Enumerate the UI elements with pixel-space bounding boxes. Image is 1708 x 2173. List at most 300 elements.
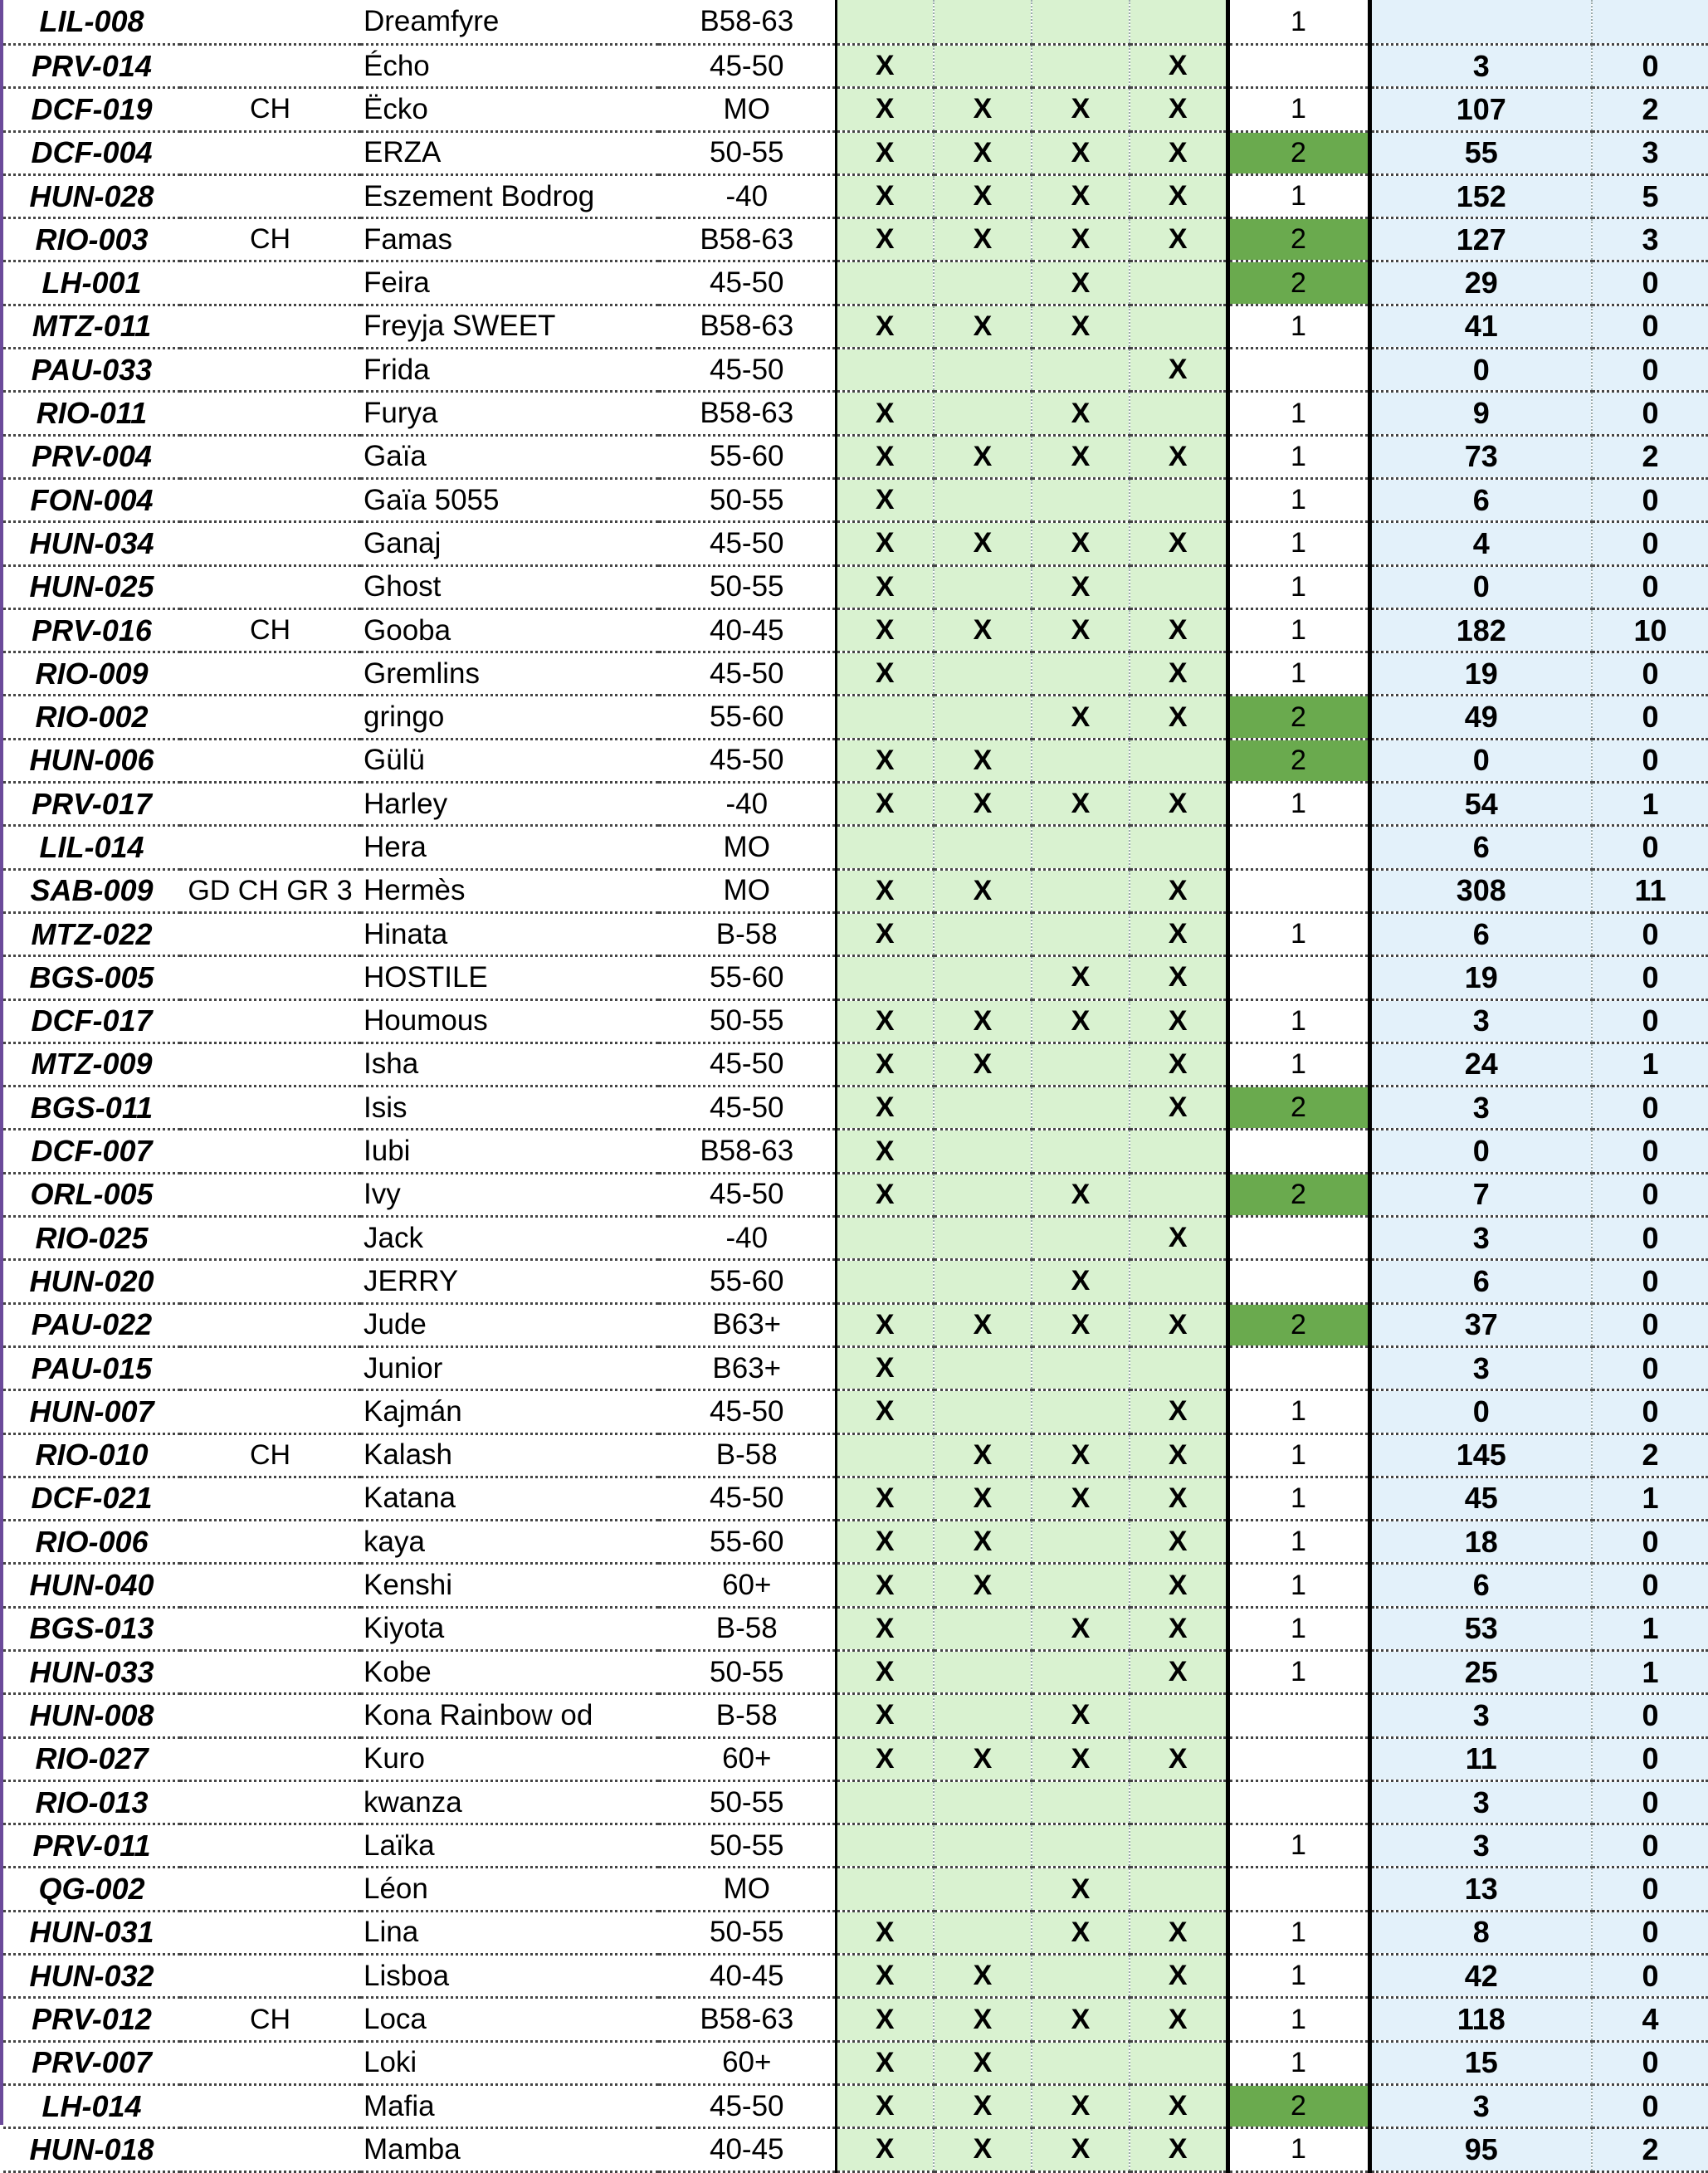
- wins-cell[interactable]: 1: [1592, 1477, 1708, 1520]
- category-cell[interactable]: 40-45: [659, 2128, 836, 2171]
- selection-cell[interactable]: 1: [1227, 565, 1369, 608]
- category-cell[interactable]: -40: [659, 783, 836, 826]
- result-cell-4[interactable]: X: [1130, 912, 1227, 955]
- result-cell-1[interactable]: X: [836, 131, 934, 174]
- result-cell-4[interactable]: [1130, 565, 1227, 608]
- wins-cell[interactable]: 0: [1592, 349, 1708, 392]
- result-cell-2[interactable]: X: [934, 608, 1032, 652]
- result-cell-1[interactable]: X: [836, 1086, 934, 1130]
- result-cell-3[interactable]: [1032, 0, 1130, 45]
- dog-name-cell[interactable]: Gülü: [360, 739, 659, 782]
- title-cell[interactable]: [180, 1564, 360, 1607]
- title-cell[interactable]: [180, 1130, 360, 1173]
- result-cell-3[interactable]: X: [1032, 522, 1130, 565]
- result-cell-2[interactable]: [934, 1346, 1032, 1389]
- dog-id-cell[interactable]: LIL-014: [3, 826, 180, 869]
- title-cell[interactable]: [180, 1521, 360, 1564]
- result-cell-3[interactable]: [1032, 1086, 1130, 1130]
- result-cell-1[interactable]: X: [836, 218, 934, 261]
- result-cell-3[interactable]: X: [1032, 2128, 1130, 2171]
- title-cell[interactable]: GD CH GR 3: [180, 869, 360, 912]
- category-cell[interactable]: 60+: [659, 2041, 836, 2084]
- dog-id-cell[interactable]: DCF-007: [3, 1130, 180, 1173]
- dog-id-cell[interactable]: HUN-025: [3, 565, 180, 608]
- title-cell[interactable]: [180, 45, 360, 88]
- result-cell-3[interactable]: [1032, 1390, 1130, 1433]
- wins-cell[interactable]: 0: [1592, 1824, 1708, 1868]
- category-cell[interactable]: 45-50: [659, 2084, 836, 2127]
- result-cell-1[interactable]: X: [836, 1521, 934, 1564]
- result-cell-2[interactable]: [934, 478, 1032, 521]
- points-cell[interactable]: 11: [1369, 1737, 1592, 1780]
- title-cell[interactable]: [180, 565, 360, 608]
- selection-cell[interactable]: 1: [1227, 478, 1369, 521]
- result-cell-4[interactable]: [1130, 0, 1227, 45]
- dog-id-cell[interactable]: DCF-021: [3, 1477, 180, 1520]
- result-cell-1[interactable]: X: [836, 1130, 934, 1173]
- selection-cell[interactable]: 1: [1227, 1043, 1369, 1086]
- dog-name-cell[interactable]: Ghost: [360, 565, 659, 608]
- category-cell[interactable]: 45-50: [659, 349, 836, 392]
- title-cell[interactable]: [180, 739, 360, 782]
- dog-name-cell[interactable]: Gremlins: [360, 652, 659, 696]
- selection-cell[interactable]: 2: [1227, 2084, 1369, 2127]
- selection-cell[interactable]: 1: [1227, 1477, 1369, 1520]
- wins-cell[interactable]: 0: [1592, 1346, 1708, 1389]
- dog-id-cell[interactable]: PRV-007: [3, 2041, 180, 2084]
- points-cell[interactable]: [1369, 0, 1592, 45]
- result-cell-4[interactable]: X: [1130, 1607, 1227, 1650]
- dog-id-cell[interactable]: RIO-010: [3, 1433, 180, 1477]
- category-cell[interactable]: 45-50: [659, 261, 836, 305]
- result-cell-3[interactable]: X: [1032, 1477, 1130, 1520]
- result-cell-3[interactable]: [1032, 45, 1130, 88]
- category-cell[interactable]: 45-50: [659, 1390, 836, 1433]
- wins-cell[interactable]: 0: [1592, 696, 1708, 739]
- result-cell-3[interactable]: X: [1032, 2084, 1130, 2127]
- result-cell-1[interactable]: [836, 1260, 934, 1303]
- dog-name-cell[interactable]: Houmous: [360, 999, 659, 1043]
- result-cell-2[interactable]: [934, 1390, 1032, 1433]
- title-cell[interactable]: [180, 261, 360, 305]
- result-cell-4[interactable]: X: [1130, 2084, 1227, 2127]
- result-cell-4[interactable]: X: [1130, 131, 1227, 174]
- title-cell[interactable]: [180, 1477, 360, 1520]
- wins-cell[interactable]: 0: [1592, 1086, 1708, 1130]
- result-cell-2[interactable]: [934, 1130, 1032, 1173]
- category-cell[interactable]: MO: [659, 826, 836, 869]
- result-cell-2[interactable]: [934, 1911, 1032, 1954]
- selection-cell[interactable]: [1227, 1217, 1369, 1260]
- dog-name-cell[interactable]: Isha: [360, 1043, 659, 1086]
- result-cell-1[interactable]: X: [836, 1477, 934, 1520]
- category-cell[interactable]: B58-63: [659, 305, 836, 348]
- result-cell-2[interactable]: X: [934, 1043, 1032, 1086]
- dog-id-cell[interactable]: SAB-009: [3, 869, 180, 912]
- selection-cell[interactable]: 1: [1227, 88, 1369, 131]
- result-cell-2[interactable]: [934, 1824, 1032, 1868]
- result-cell-1[interactable]: X: [836, 652, 934, 696]
- dog-id-cell[interactable]: MTZ-022: [3, 912, 180, 955]
- points-cell[interactable]: 7: [1369, 1173, 1592, 1216]
- result-cell-4[interactable]: [1130, 392, 1227, 435]
- dog-id-cell[interactable]: RIO-025: [3, 1217, 180, 1260]
- title-cell[interactable]: [180, 826, 360, 869]
- result-cell-1[interactable]: X: [836, 1694, 934, 1737]
- points-cell[interactable]: 55: [1369, 131, 1592, 174]
- title-cell[interactable]: [180, 1086, 360, 1130]
- result-cell-1[interactable]: X: [836, 2128, 934, 2171]
- result-cell-3[interactable]: X: [1032, 1911, 1130, 1954]
- dog-name-cell[interactable]: Ganaj: [360, 522, 659, 565]
- result-cell-3[interactable]: [1032, 869, 1130, 912]
- category-cell[interactable]: B63+: [659, 1346, 836, 1389]
- result-cell-4[interactable]: [1130, 478, 1227, 521]
- category-cell[interactable]: B58-63: [659, 1998, 836, 2041]
- result-cell-2[interactable]: [934, 696, 1032, 739]
- dog-name-cell[interactable]: Iubi: [360, 1130, 659, 1173]
- result-cell-1[interactable]: X: [836, 1955, 934, 1998]
- result-cell-1[interactable]: [836, 349, 934, 392]
- title-cell[interactable]: [180, 2128, 360, 2171]
- selection-cell[interactable]: [1227, 1130, 1369, 1173]
- dog-name-cell[interactable]: Furya: [360, 392, 659, 435]
- dog-id-cell[interactable]: RIO-027: [3, 1737, 180, 1780]
- result-cell-1[interactable]: X: [836, 783, 934, 826]
- selection-cell[interactable]: 1: [1227, 1564, 1369, 1607]
- result-cell-3[interactable]: X: [1032, 218, 1130, 261]
- points-cell[interactable]: 152: [1369, 174, 1592, 217]
- result-cell-4[interactable]: [1130, 739, 1227, 782]
- result-cell-1[interactable]: X: [836, 999, 934, 1043]
- wins-cell[interactable]: 4: [1592, 1998, 1708, 2041]
- dog-id-cell[interactable]: HUN-008: [3, 1694, 180, 1737]
- points-cell[interactable]: 6: [1369, 478, 1592, 521]
- result-cell-3[interactable]: X: [1032, 999, 1130, 1043]
- result-cell-4[interactable]: X: [1130, 1217, 1227, 1260]
- points-cell[interactable]: 4: [1369, 522, 1592, 565]
- dog-id-cell[interactable]: PRV-012: [3, 1998, 180, 2041]
- title-cell[interactable]: [180, 1607, 360, 1650]
- selection-cell[interactable]: [1227, 1694, 1369, 1737]
- wins-cell[interactable]: 0: [1592, 999, 1708, 1043]
- result-cell-3[interactable]: X: [1032, 608, 1130, 652]
- result-cell-3[interactable]: X: [1032, 1737, 1130, 1780]
- points-cell[interactable]: 3: [1369, 1694, 1592, 1737]
- dog-name-cell[interactable]: Gaïa: [360, 435, 659, 478]
- dog-id-cell[interactable]: BGS-005: [3, 956, 180, 999]
- result-cell-2[interactable]: X: [934, 2041, 1032, 2084]
- wins-cell[interactable]: 0: [1592, 261, 1708, 305]
- result-cell-4[interactable]: X: [1130, 1650, 1227, 1693]
- wins-cell[interactable]: 2: [1592, 2128, 1708, 2171]
- selection-cell[interactable]: 1: [1227, 435, 1369, 478]
- selection-cell[interactable]: 1: [1227, 1911, 1369, 1954]
- result-cell-2[interactable]: [934, 1868, 1032, 1911]
- wins-cell[interactable]: 0: [1592, 565, 1708, 608]
- dog-id-cell[interactable]: LH-001: [3, 261, 180, 305]
- dog-id-cell[interactable]: BGS-011: [3, 1086, 180, 1130]
- title-cell[interactable]: [180, 392, 360, 435]
- result-cell-3[interactable]: X: [1032, 88, 1130, 131]
- selection-cell[interactable]: 1: [1227, 1607, 1369, 1650]
- result-cell-2[interactable]: [934, 652, 1032, 696]
- points-cell[interactable]: 0: [1369, 739, 1592, 782]
- title-cell[interactable]: [180, 2084, 360, 2127]
- selection-cell[interactable]: 1: [1227, 2128, 1369, 2171]
- selection-cell[interactable]: [1227, 1346, 1369, 1389]
- points-cell[interactable]: 3: [1369, 1217, 1592, 1260]
- points-cell[interactable]: 42: [1369, 1955, 1592, 1998]
- dog-id-cell[interactable]: PAU-033: [3, 349, 180, 392]
- result-cell-2[interactable]: [934, 1217, 1032, 1260]
- dog-name-cell[interactable]: Loki: [360, 2041, 659, 2084]
- wins-cell[interactable]: 0: [1592, 1694, 1708, 1737]
- category-cell[interactable]: 50-55: [659, 131, 836, 174]
- selection-cell[interactable]: 2: [1227, 261, 1369, 305]
- category-cell[interactable]: 55-60: [659, 956, 836, 999]
- result-cell-4[interactable]: X: [1130, 608, 1227, 652]
- selection-cell[interactable]: 1: [1227, 0, 1369, 45]
- points-cell[interactable]: 3: [1369, 1824, 1592, 1868]
- wins-cell[interactable]: 0: [1592, 1303, 1708, 1346]
- result-cell-2[interactable]: X: [934, 435, 1032, 478]
- wins-cell[interactable]: 0: [1592, 1868, 1708, 1911]
- result-cell-1[interactable]: X: [836, 522, 934, 565]
- category-cell[interactable]: 55-60: [659, 435, 836, 478]
- result-cell-3[interactable]: X: [1032, 956, 1130, 999]
- wins-cell[interactable]: [1592, 0, 1708, 45]
- result-cell-4[interactable]: X: [1130, 435, 1227, 478]
- points-cell[interactable]: 15: [1369, 2041, 1592, 2084]
- result-cell-2[interactable]: X: [934, 1433, 1032, 1477]
- dog-name-cell[interactable]: HOSTILE: [360, 956, 659, 999]
- selection-cell[interactable]: [1227, 349, 1369, 392]
- category-cell[interactable]: 50-55: [659, 478, 836, 521]
- dog-id-cell[interactable]: RIO-002: [3, 696, 180, 739]
- title-cell[interactable]: [180, 696, 360, 739]
- dog-name-cell[interactable]: Feira: [360, 261, 659, 305]
- result-cell-1[interactable]: X: [836, 1303, 934, 1346]
- title-cell[interactable]: [180, 1911, 360, 1954]
- title-cell[interactable]: [180, 1955, 360, 1998]
- selection-cell[interactable]: [1227, 869, 1369, 912]
- result-cell-3[interactable]: X: [1032, 1694, 1130, 1737]
- selection-cell[interactable]: 2: [1227, 1303, 1369, 1346]
- result-cell-1[interactable]: X: [836, 2084, 934, 2127]
- category-cell[interactable]: B-58: [659, 1433, 836, 1477]
- points-cell[interactable]: 9: [1369, 392, 1592, 435]
- result-cell-2[interactable]: [934, 565, 1032, 608]
- title-cell[interactable]: CH: [180, 1998, 360, 2041]
- dog-id-cell[interactable]: PAU-022: [3, 1303, 180, 1346]
- category-cell[interactable]: 50-55: [659, 1650, 836, 1693]
- result-cell-1[interactable]: X: [836, 2041, 934, 2084]
- points-cell[interactable]: 53: [1369, 1607, 1592, 1650]
- title-cell[interactable]: [180, 1650, 360, 1693]
- result-cell-3[interactable]: [1032, 739, 1130, 782]
- result-cell-2[interactable]: [934, 1650, 1032, 1693]
- category-cell[interactable]: 60+: [659, 1737, 836, 1780]
- result-cell-4[interactable]: X: [1130, 522, 1227, 565]
- selection-cell[interactable]: 2: [1227, 131, 1369, 174]
- points-cell[interactable]: 107: [1369, 88, 1592, 131]
- dog-name-cell[interactable]: Eszement Bodrog: [360, 174, 659, 217]
- dog-id-cell[interactable]: HUN-028: [3, 174, 180, 217]
- result-cell-1[interactable]: X: [836, 1607, 934, 1650]
- title-cell[interactable]: [180, 0, 360, 45]
- dog-name-cell[interactable]: Junior: [360, 1346, 659, 1389]
- wins-cell[interactable]: 2: [1592, 88, 1708, 131]
- title-cell[interactable]: [180, 305, 360, 348]
- result-cell-1[interactable]: X: [836, 565, 934, 608]
- selection-cell[interactable]: 1: [1227, 1998, 1369, 2041]
- result-cell-1[interactable]: [836, 0, 934, 45]
- result-cell-1[interactable]: [836, 1824, 934, 1868]
- dog-id-cell[interactable]: HUN-031: [3, 1911, 180, 1954]
- wins-cell[interactable]: 0: [1592, 826, 1708, 869]
- dog-name-cell[interactable]: Ëcko: [360, 88, 659, 131]
- selection-cell[interactable]: 1: [1227, 608, 1369, 652]
- category-cell[interactable]: 45-50: [659, 1173, 836, 1216]
- dog-id-cell[interactable]: FON-004: [3, 478, 180, 521]
- dog-id-cell[interactable]: RIO-009: [3, 652, 180, 696]
- wins-cell[interactable]: 0: [1592, 1173, 1708, 1216]
- title-cell[interactable]: [180, 956, 360, 999]
- dog-id-cell[interactable]: RIO-006: [3, 1521, 180, 1564]
- result-cell-2[interactable]: [934, 349, 1032, 392]
- result-cell-4[interactable]: [1130, 1346, 1227, 1389]
- selection-cell[interactable]: 1: [1227, 1955, 1369, 1998]
- title-cell[interactable]: CH: [180, 1433, 360, 1477]
- points-cell[interactable]: 6: [1369, 826, 1592, 869]
- dog-name-cell[interactable]: Kuro: [360, 1737, 659, 1780]
- category-cell[interactable]: B63+: [659, 1303, 836, 1346]
- result-cell-3[interactable]: X: [1032, 1607, 1130, 1650]
- wins-cell[interactable]: 0: [1592, 1521, 1708, 1564]
- wins-cell[interactable]: 0: [1592, 392, 1708, 435]
- dog-id-cell[interactable]: DCF-004: [3, 131, 180, 174]
- dog-name-cell[interactable]: ERZA: [360, 131, 659, 174]
- result-cell-2[interactable]: [934, 392, 1032, 435]
- title-cell[interactable]: [180, 1868, 360, 1911]
- result-cell-1[interactable]: [836, 1217, 934, 1260]
- category-cell[interactable]: B-58: [659, 1607, 836, 1650]
- result-cell-2[interactable]: [934, 0, 1032, 45]
- points-cell[interactable]: 0: [1369, 565, 1592, 608]
- result-cell-2[interactable]: [934, 1173, 1032, 1216]
- result-cell-3[interactable]: [1032, 1564, 1130, 1607]
- selection-cell[interactable]: [1227, 956, 1369, 999]
- selection-cell[interactable]: [1227, 45, 1369, 88]
- dog-name-cell[interactable]: gringo: [360, 696, 659, 739]
- result-cell-3[interactable]: X: [1032, 1868, 1130, 1911]
- result-cell-2[interactable]: X: [934, 88, 1032, 131]
- title-cell[interactable]: [180, 912, 360, 955]
- points-cell[interactable]: 13: [1369, 1868, 1592, 1911]
- dog-id-cell[interactable]: RIO-013: [3, 1780, 180, 1824]
- points-cell[interactable]: 37: [1369, 1303, 1592, 1346]
- result-cell-4[interactable]: X: [1130, 1390, 1227, 1433]
- result-cell-4[interactable]: [1130, 2041, 1227, 2084]
- result-cell-2[interactable]: [934, 1780, 1032, 1824]
- result-cell-4[interactable]: X: [1130, 349, 1227, 392]
- category-cell[interactable]: B58-63: [659, 1130, 836, 1173]
- result-cell-3[interactable]: [1032, 478, 1130, 521]
- dog-id-cell[interactable]: RIO-003: [3, 218, 180, 261]
- title-cell[interactable]: CH: [180, 218, 360, 261]
- result-cell-4[interactable]: X: [1130, 1477, 1227, 1520]
- points-cell[interactable]: 3: [1369, 45, 1592, 88]
- category-cell[interactable]: 45-50: [659, 522, 836, 565]
- points-cell[interactable]: 19: [1369, 956, 1592, 999]
- wins-cell[interactable]: 5: [1592, 174, 1708, 217]
- points-cell[interactable]: 18: [1369, 1521, 1592, 1564]
- wins-cell[interactable]: 0: [1592, 1217, 1708, 1260]
- result-cell-2[interactable]: X: [934, 1521, 1032, 1564]
- result-cell-1[interactable]: X: [836, 1650, 934, 1693]
- title-cell[interactable]: [180, 1694, 360, 1737]
- wins-cell[interactable]: 0: [1592, 1780, 1708, 1824]
- category-cell[interactable]: 40-45: [659, 1955, 836, 1998]
- dog-id-cell[interactable]: PRV-014: [3, 45, 180, 88]
- dog-name-cell[interactable]: Loca: [360, 1998, 659, 2041]
- wins-cell[interactable]: 0: [1592, 45, 1708, 88]
- points-cell[interactable]: 0: [1369, 1130, 1592, 1173]
- result-cell-4[interactable]: X: [1130, 696, 1227, 739]
- result-cell-1[interactable]: X: [836, 1043, 934, 1086]
- category-cell[interactable]: 45-50: [659, 652, 836, 696]
- dog-id-cell[interactable]: PRV-017: [3, 783, 180, 826]
- dog-name-cell[interactable]: Kona Rainbow od: [360, 1694, 659, 1737]
- result-cell-1[interactable]: [836, 696, 934, 739]
- points-cell[interactable]: 29: [1369, 261, 1592, 305]
- wins-cell[interactable]: 0: [1592, 739, 1708, 782]
- category-cell[interactable]: 55-60: [659, 696, 836, 739]
- result-cell-4[interactable]: X: [1130, 88, 1227, 131]
- result-cell-4[interactable]: X: [1130, 1043, 1227, 1086]
- result-cell-3[interactable]: [1032, 1217, 1130, 1260]
- category-cell[interactable]: 45-50: [659, 1086, 836, 1130]
- result-cell-3[interactable]: X: [1032, 1260, 1130, 1303]
- result-cell-3[interactable]: [1032, 1955, 1130, 1998]
- dog-id-cell[interactable]: PRV-004: [3, 435, 180, 478]
- points-cell[interactable]: 45: [1369, 1477, 1592, 1520]
- wins-cell[interactable]: 0: [1592, 305, 1708, 348]
- result-cell-1[interactable]: X: [836, 608, 934, 652]
- category-cell[interactable]: B-58: [659, 912, 836, 955]
- result-cell-1[interactable]: X: [836, 1346, 934, 1389]
- wins-cell[interactable]: 0: [1592, 956, 1708, 999]
- category-cell[interactable]: 55-60: [659, 1260, 836, 1303]
- wins-cell[interactable]: 0: [1592, 478, 1708, 521]
- result-cell-4[interactable]: [1130, 1780, 1227, 1824]
- category-cell[interactable]: B58-63: [659, 218, 836, 261]
- category-cell[interactable]: 40-45: [659, 608, 836, 652]
- result-cell-1[interactable]: X: [836, 869, 934, 912]
- dog-name-cell[interactable]: Hera: [360, 826, 659, 869]
- dog-name-cell[interactable]: Ivy: [360, 1173, 659, 1216]
- result-cell-4[interactable]: X: [1130, 956, 1227, 999]
- result-cell-3[interactable]: [1032, 912, 1130, 955]
- title-cell[interactable]: [180, 999, 360, 1043]
- points-cell[interactable]: 118: [1369, 1998, 1592, 2041]
- title-cell[interactable]: [180, 1043, 360, 1086]
- wins-cell[interactable]: 1: [1592, 1607, 1708, 1650]
- result-cell-1[interactable]: [836, 826, 934, 869]
- dog-name-cell[interactable]: Jude: [360, 1303, 659, 1346]
- dog-name-cell[interactable]: Kenshi: [360, 1564, 659, 1607]
